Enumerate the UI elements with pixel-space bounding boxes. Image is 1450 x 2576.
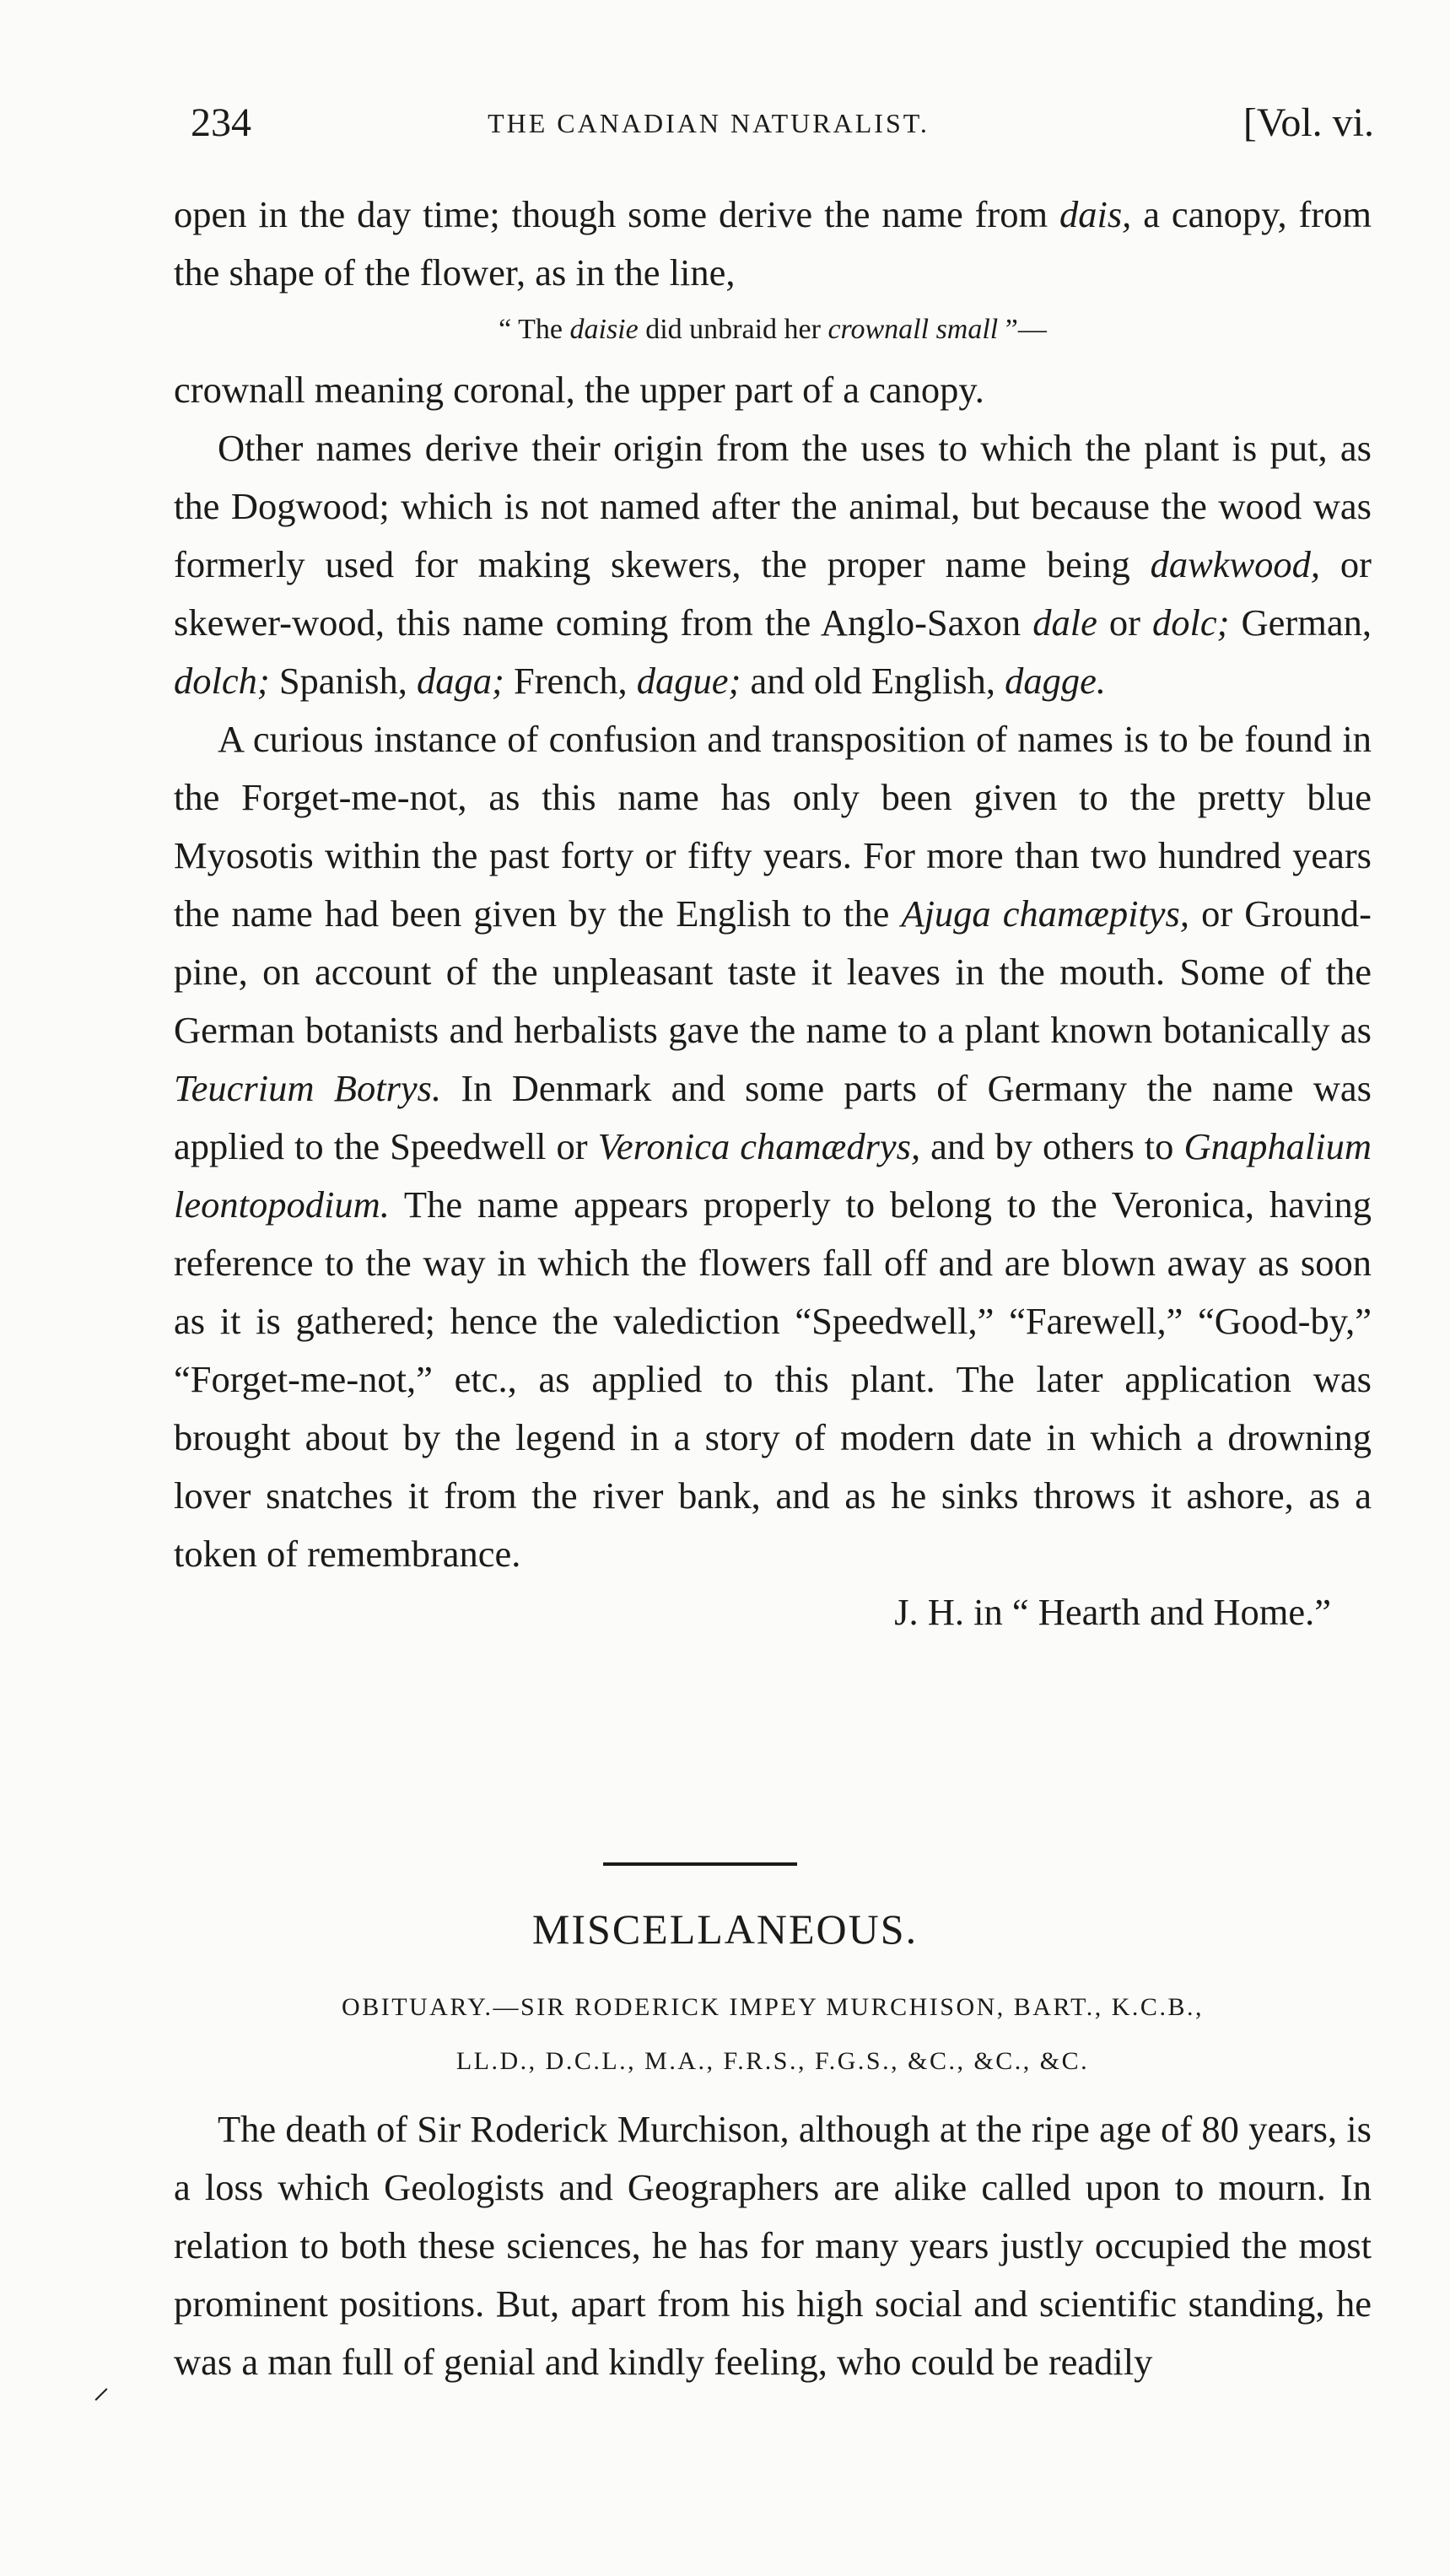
volume-label: [Vol. vi. — [1242, 100, 1374, 145]
text-run: and by others to — [920, 1125, 1184, 1167]
section-heading: MISCELLANEOUS. — [531, 1905, 919, 1953]
paragraph-1 — [174, 186, 1372, 302]
obituary-title — [174, 1981, 1372, 2088]
italic-term: daisie — [569, 314, 639, 345]
italic-term: dagge. — [1005, 660, 1106, 702]
italic-term: dolc; — [1152, 601, 1230, 644]
italic-term: dale — [1032, 601, 1097, 644]
obituary-paragraph: The death of Sir Roderick Murchison, although at the ripe age of 80 years, is a loss which Geologists and Geographers are alike called upon to mourn. In relation to both these sciences, he has for many years justly occupied the most prominent positions. But, apart from his high social and scientific standing, he was a man full of genial and kindly feeling, who could be readily — [174, 2108, 1372, 2383]
italic-term: dague; — [636, 660, 741, 702]
italic-term: dais, — [1059, 193, 1132, 235]
text-run: or Ground-pine, on account of the unpleasant taste it leaves in the mouth. Some of the German botanists and herbalists gave the name to a plant known botanically as — [174, 892, 1372, 1051]
italic-term: Gnaphalium leontopodium. — [174, 1125, 1372, 1226]
italic-term: Ajuga chamæpitys, — [901, 892, 1189, 935]
text-run: Spanish, — [269, 660, 417, 702]
text-run: or — [1097, 601, 1153, 644]
text-run: or skewer-wood, this name coming from the Anglo-Saxon — [174, 543, 1372, 644]
obituary-body — [174, 2100, 1372, 2391]
verse-quote — [174, 305, 1372, 354]
text-run: open in the day time; though some derive the name from — [174, 193, 1059, 235]
margin-mark: ⸝ — [93, 2368, 110, 2406]
text-run: ”— — [998, 314, 1047, 345]
text-run: and old English, — [741, 660, 1005, 702]
text-run: German, — [1229, 601, 1372, 644]
signature: J. H. in “ Hearth and Home.” — [894, 1591, 1331, 1633]
text-run: The name appears properly to belong to the Veronica, having reference to the way in which the flowers fall off and are blown away as soon as it is gathered; hence the valediction “Speedwell,” “Farewell,” “Good-by,” “Forget-me-not,” etc., as applied to this plant. The later application was brought about by the legend in a story of modern date in which a drowning lover snatches it from the river bank, and as he sinks throws it ashore, as a token of remembrance. — [174, 1183, 1372, 1575]
paragraph-3 — [174, 710, 1372, 1583]
section-divider — [603, 1862, 797, 1866]
paragraph-1-continued: crownall meaning coronal, the upper part of a canopy. — [174, 369, 984, 411]
italic-term: crownall small — [827, 314, 999, 345]
italic-term: Teucrium Botrys. — [174, 1067, 442, 1109]
text-run: did unbraid her — [638, 314, 828, 345]
text-run: A curious instance of confusion and transposition of names is to be found in the Forget-me-not, as this name has only been given to the pretty blue Myosotis within the past forty or fifty years. For more than two hundred years the name had been given by the English to the — [174, 718, 1372, 935]
text-run: a canopy, from the shape of the flower, as in the line, — [174, 193, 1372, 294]
text-run: “ The — [499, 314, 570, 345]
italic-term: Veronica chamædrys, — [597, 1125, 921, 1167]
paragraph-2 — [174, 419, 1372, 710]
text-run: In Denmark and some parts of Germany the name was applied to the Speedwell or — [174, 1067, 1372, 1167]
page-header — [0, 100, 1450, 159]
italic-term: daga; — [417, 660, 504, 702]
obituary-line-1: OBITUARY.—SIR RODERICK IMPEY MURCHISON, BART., K.C.B., — [342, 1993, 1204, 2021]
text-run: French, — [504, 660, 637, 702]
running-title: THE CANADIAN NATURALIST. — [488, 108, 930, 138]
article-body — [174, 186, 1372, 1641]
italic-term: dolch; — [174, 660, 270, 702]
page-number: 234 — [191, 100, 251, 145]
text-run: Other names derive their origin from the uses to which the plant is put, as the Dogwood; which is not named after the animal, but because the wood was formerly used for making skewers, the proper name being — [174, 427, 1372, 585]
obituary-line-2: LL.D., D.C.L., M.A., F.R.S., F.G.S., &C., &C., &C. — [455, 2047, 1090, 2075]
italic-term: dawkwood, — [1150, 543, 1321, 585]
